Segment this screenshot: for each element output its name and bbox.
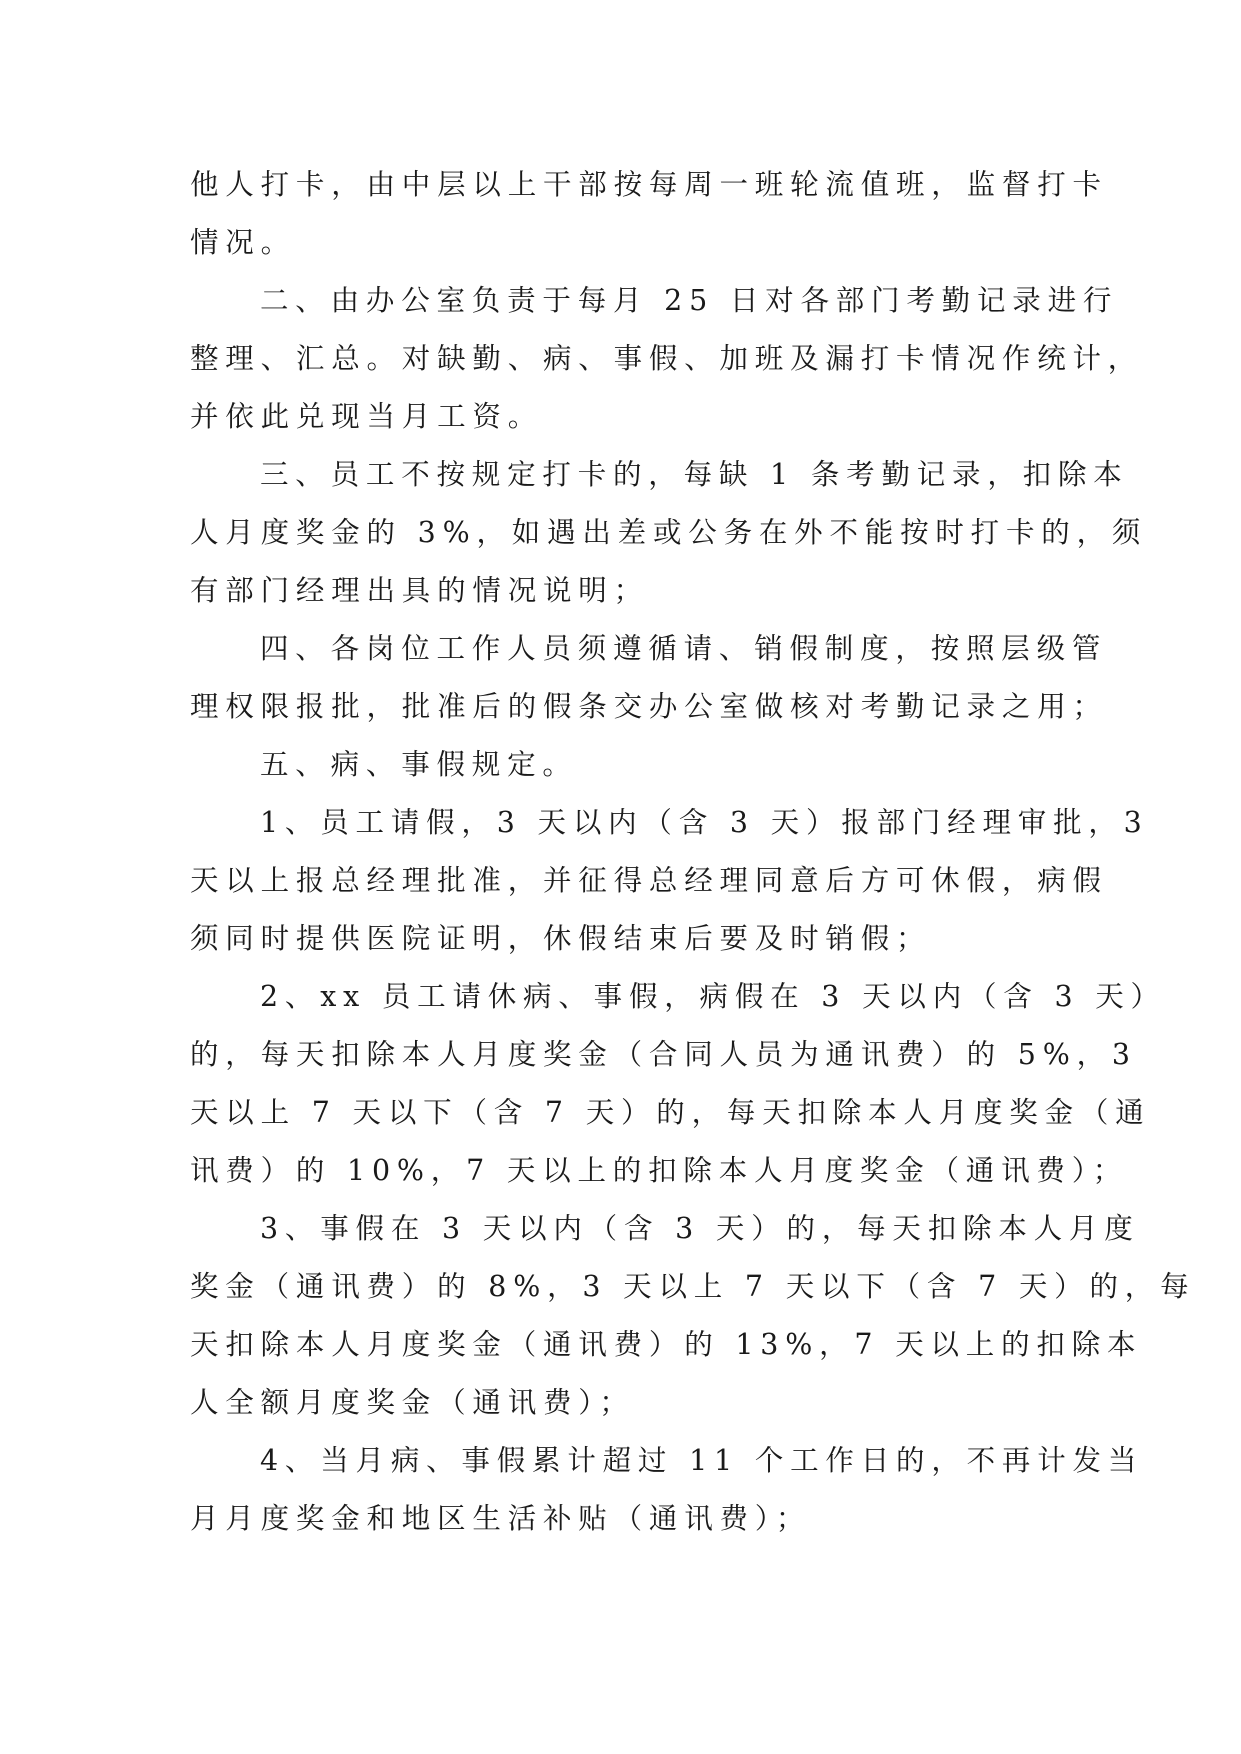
document-body	[190, 156, 1196, 1548]
text-line: 情况。	[190, 226, 296, 259]
text-line: 3、事假在 3 天以内（含 3 天）的，每天扣除本人月度	[260, 1212, 1140, 1245]
text-line: 整理、汇总。对缺勤、病、事假、加班及漏打卡情况作统计，	[190, 342, 1144, 375]
text-line: 讯费）的 10%，7 天以上的扣除本人月度奖金（通讯费）；	[190, 1154, 1129, 1187]
text-line: 天扣除本人月度奖金（通讯费）的 13%，7 天以上的扣除本	[190, 1328, 1143, 1361]
text-line: 须同时提供医院证明，休假结束后要及时销假；	[190, 922, 932, 955]
text-line: 四、各岗位工作人员须遵循请、销假制度，按照层级管	[260, 632, 1108, 665]
text-line: 人月度奖金的 3%，如遇出差或公务在外不能按时打卡的，须	[190, 516, 1148, 549]
text-line: 人全额月度奖金（通讯费）；	[190, 1386, 635, 1419]
text-line: 天以上报总经理批准，并征得总经理同意后方可休假，病假	[190, 864, 1108, 897]
text-line: 五、病、事假规定。	[260, 748, 578, 781]
text-line: 的，每天扣除本人月度奖金（合同人员为通讯费）的 5%，3	[190, 1038, 1137, 1071]
text-line: 有部门经理出具的情况说明；	[190, 574, 649, 607]
text-line: 月月度奖金和地区生活补贴（通讯费）；	[190, 1502, 812, 1535]
text-line: 奖金（通讯费）的 8%，3 天以上 7 天以下（含 7 天）的，每	[190, 1270, 1196, 1303]
text-line: 他人打卡，由中层以上干部按每周一班轮流值班，监督打卡	[190, 168, 1108, 201]
text-line: 理权限报批，批准后的假条交办公室做核对考勤记录之用；	[190, 690, 1108, 723]
text-line: 4、当月病、事假累计超过 11 个工作日的，不再计发当	[260, 1444, 1144, 1477]
text-line: 1、员工请假，3 天以内（含 3 天）报部门经理审批，3	[260, 806, 1149, 839]
text-line: 2、xx 员工请休病、事假，病假在 3 天以内（含 3 天）	[260, 980, 1166, 1013]
text-line: 三、员工不按规定打卡的，每缺 1 条考勤记录，扣除本	[260, 458, 1129, 491]
text-line: 并依此兑现当月工资。	[190, 400, 544, 433]
text-line: 二、由办公室负责于每月 25 日对各部门考勤记录进行	[260, 284, 1119, 317]
text-line: 天以上 7 天以下（含 7 天）的，每天扣除本人月度奖金（通	[190, 1096, 1151, 1129]
